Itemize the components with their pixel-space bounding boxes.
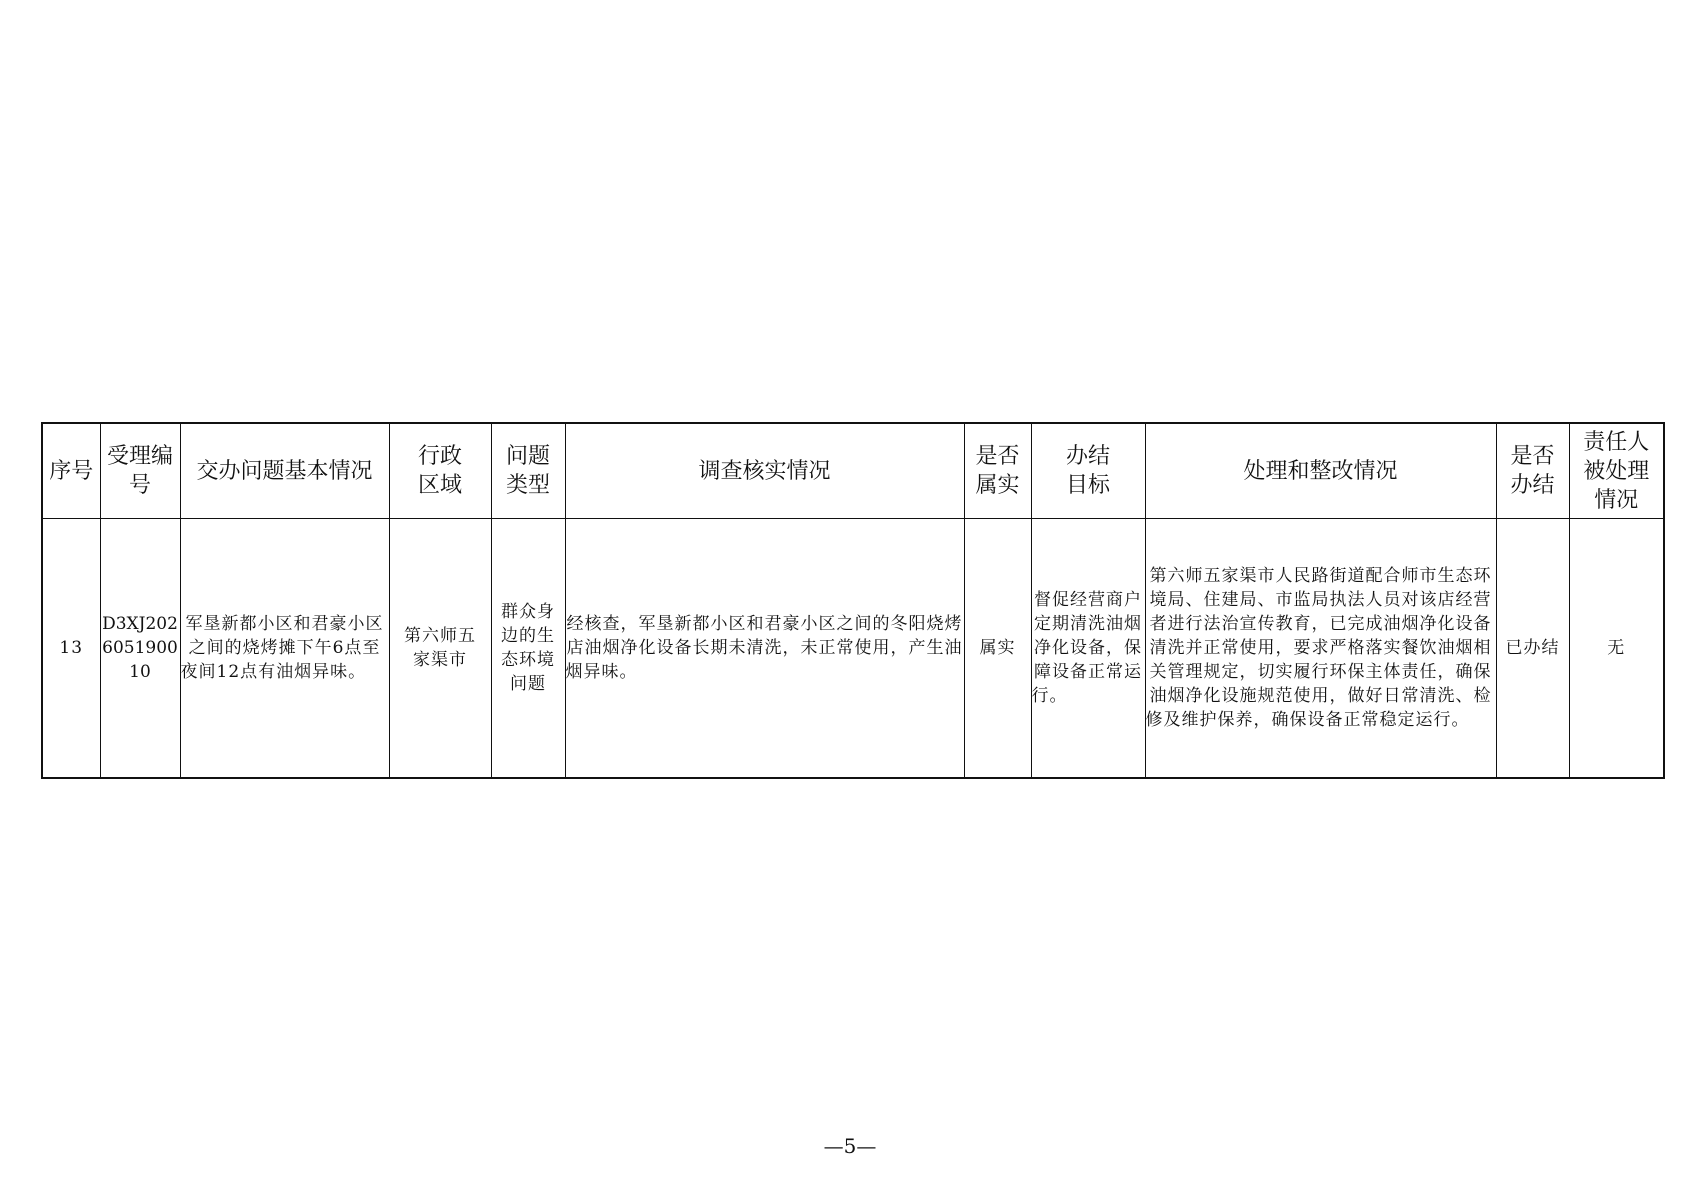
header-case-no: 受理编号 [100, 423, 180, 519]
header-basic: 交办问题基本情况 [180, 423, 389, 519]
cell-closed: 已办结 [1496, 519, 1569, 779]
report-table-container [41, 422, 1663, 779]
cell-accountability: 无 [1569, 519, 1664, 779]
cell-investigation: 经核查，军垦新都小区和君豪小区之间的冬阳烧烤店油烟净化设备长期未清洗，未正常使用，产生油烟异味。 [565, 519, 964, 779]
cell-basic: 军垦新都小区和君豪小区之间的烧烤摊下午6点至夜间12点有油烟异味。 [180, 519, 389, 779]
header-type: 问题类型 [491, 423, 565, 519]
cell-type: 群众身边的生态环境问题 [491, 519, 565, 779]
cell-case-no: D3XJ202605190010 [100, 519, 180, 779]
complaint-table [41, 422, 1665, 779]
header-seq: 序号 [42, 423, 100, 519]
table-row [42, 519, 1664, 779]
header-handling: 处理和整改情况 [1145, 423, 1496, 519]
cell-handling: 第六师五家渠市人民路街道配合师市生态环境局、住建局、市监局执法人员对该店经营者进行法治宣传教育，已完成油烟净化设备清洗并正常使用，要求严格落实餐饮油烟相关管理规定，切实履行环保主体责任，确保油烟净化设施规范使用，做好日常清洗、检修及维护保养，确保设备正常稳定运行。 [1145, 519, 1496, 779]
header-goal: 办结目标 [1031, 423, 1145, 519]
page-number: —5— [823, 1134, 877, 1158]
header-verified: 是否属实 [964, 423, 1031, 519]
cell-region: 第六师五家渠市 [389, 519, 491, 779]
cell-goal: 督促经营商户定期清洗油烟净化设备，保障设备正常运行。 [1031, 519, 1145, 779]
header-closed: 是否办结 [1496, 423, 1569, 519]
header-investigation: 调查核实情况 [565, 423, 964, 519]
header-region: 行政区域 [389, 423, 491, 519]
cell-verified: 属实 [964, 519, 1031, 779]
cell-seq: 13 [42, 519, 100, 779]
table-header-row [42, 423, 1664, 519]
header-accountability: 责任人被处理情况 [1569, 423, 1664, 519]
